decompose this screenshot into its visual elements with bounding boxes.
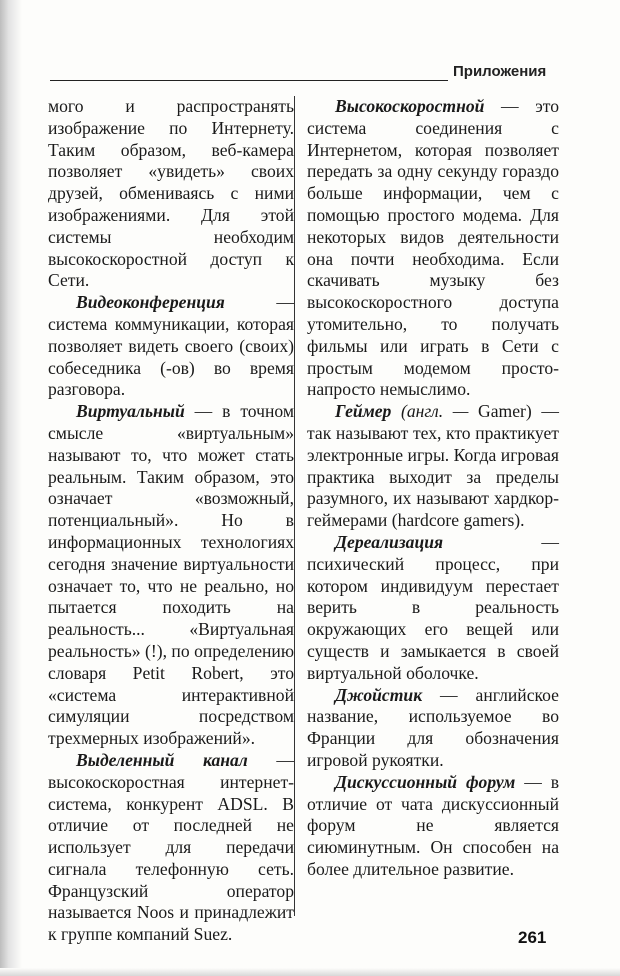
column-divider (294, 96, 295, 916)
entry-dash: — (184, 401, 223, 422)
glossary-definition: система коммуникации, которая позволяет видеть своего (своих) собеседника (-ов) во время разговора. (48, 313, 294, 400)
glossary-entry (307, 532, 559, 685)
glossary-entry (307, 96, 559, 401)
continuation-paragraph: мого и распространять изображение по Интернету. Таким образом, веб-камера позволяет «увидеть» своих друзей, обмениваясь с ними изображениями. Для этой системы необходим высокоскоростной доступ к Сети. (48, 96, 294, 291)
glossary-entry (307, 401, 559, 532)
language-note: (англ. — (391, 401, 479, 422)
entry-dash: — (247, 749, 294, 770)
glossary-definition: высокоскоростная интернет-система, конкурент ADSL. В отличие от последней не использует для передачи сигнала телефонную сеть. Французский оператор называется Noos и принадлежит к группе компаний Suez. (48, 771, 294, 945)
left-column (48, 96, 294, 946)
glossary-term: Высокоскоростной (335, 96, 485, 116)
glossary-entry (48, 401, 294, 750)
page-number: 261 (518, 928, 547, 947)
glossary-definition: Gamer) — так называют тех, кто практикует электронные игры. Когда игровая практика выходит за пределы разумного, их называют хардкор-геймерами (hardcore gamers). (307, 401, 559, 531)
page-edge-shadow (0, 0, 22, 976)
glossary-definition: в точном смысле «виртуальным» называют то, что может стать реальным. Таким образом, это означает «возможный, потенциальный». Но в информационных технологиях сегодня значение виртуальности означает то, что не реально, но пытается походить на реальность... «Виртуальная реальность» (!), по определению словаря Petit Robert, это «система интерактивной симуляции посредством трехмерных изображений». (48, 401, 294, 749)
glossary-term: Геймер (335, 401, 392, 422)
page-bottom-edge (0, 968, 620, 976)
running-head: Приложения (453, 63, 547, 80)
entry-dash: — (515, 771, 551, 792)
glossary-entry (48, 750, 294, 946)
glossary-definition: английское название, используемое во Франции для обозначения игровой рукоятки. (307, 684, 559, 770)
glossary-term: Дереализация (335, 531, 444, 552)
glossary-term: Выделенный канал (76, 749, 248, 770)
glossary-term: Виртуальный (76, 401, 185, 422)
entry-dash: — (422, 684, 476, 705)
glossary-definition: в отличие от чата дискуссионный форум не является сиюминутным. Он способен на более длительное развитие. (307, 771, 559, 879)
right-column (307, 96, 559, 881)
entry-dash: — (484, 96, 536, 116)
glossary-entry (307, 685, 559, 772)
header-rule (50, 80, 448, 81)
entry-dash: — (224, 292, 294, 313)
glossary-term: Дискуссионный форум (335, 771, 516, 792)
glossary-definition: психический процесс, при котором индивидуум перестает верить в реальность окружающих его вещей или существ и замыкается в своей виртуальной оболочке. (307, 553, 559, 683)
glossary-term: Видеоконференция (76, 292, 225, 313)
entry-dash: — (443, 531, 559, 552)
glossary-entry (48, 292, 294, 401)
glossary-definition: это система соединения с Интернетом, которая позволяет передать за одну секунду гораздо больше информации, чем с помощью простого модема. Для некоторых видов деятельности она почти необходима. Если скачивать музыку без высокоскоростного доступа утомительно, то получать фильмы или играть в Сети с простым модемом просто-напросто немыслимо. (307, 96, 559, 400)
glossary-entry (307, 772, 559, 881)
glossary-term: Джойстик (335, 684, 423, 705)
